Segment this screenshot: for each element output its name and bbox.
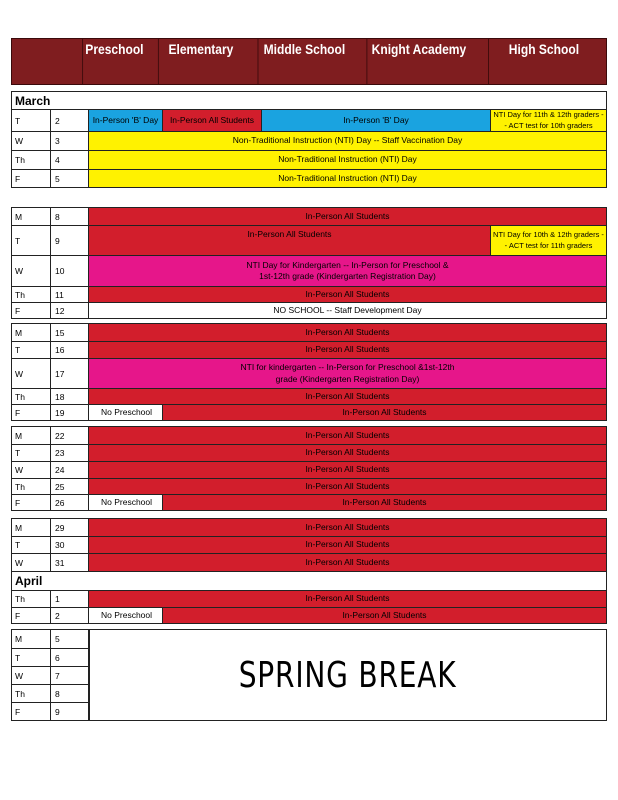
date-cell: 31 [51,554,89,571]
schedule-row [12,358,606,388]
date-cell: 2 [51,110,89,131]
day-cell: F [12,703,51,720]
spring-break-label: SPRING BREAK [239,654,457,696]
event-cell: In-Person All Students [89,519,606,536]
day-cell: Th [12,479,51,494]
event-cell: NO SCHOOL -- Staff Development Day [89,303,606,318]
event-cell: In-Person All Students [89,479,606,494]
header-col-middle-school: Middle School [258,39,351,84]
date-cell: 25 [51,479,89,494]
day-cell: M [12,630,51,648]
schedule-row [12,404,606,420]
date-cell: 23 [51,445,89,461]
date-cell: 22 [51,427,89,444]
day-cell: M [12,324,51,341]
schedule-row [12,553,606,571]
schedule-row [12,286,606,302]
header-col-blank [17,39,73,84]
day-cell: W [12,359,51,388]
event-cell: Non-Traditional Instruction (NTI) Day -- Staff Vaccination Day [89,132,606,150]
schedule-row [12,255,606,286]
day-cell: W [12,132,51,150]
date-cell: 19 [51,405,89,420]
event-cell: In-Person All Students [89,389,606,404]
schedule-row [12,478,606,494]
schedule-row [12,427,606,444]
date-cell: 9 [51,226,89,255]
header-bar [11,38,607,85]
event-cell: In-Person All Students [89,226,491,255]
schedule-row [12,607,606,623]
schedule-row [12,388,606,404]
day-cell: M [12,427,51,444]
schedule-row [12,324,606,341]
date-cell: 4 [51,151,89,169]
date-cell: 24 [51,462,89,478]
month-label: April [15,574,43,588]
date-cell: 12 [51,303,89,318]
header-col-high-school: High School [488,39,599,84]
spring-break-cell [89,630,606,720]
schedule-row [12,341,606,358]
date-cell: 9 [51,703,89,720]
month-row-march [12,92,606,109]
event-cell: In-Person All Students [89,537,606,553]
event-cell-preschool: No Preschool [89,608,163,623]
week-group-4 [11,426,607,511]
week-group-6 [11,629,607,721]
date-cell: 11 [51,287,89,302]
event-cell: In-Person All Students [89,591,606,607]
date-cell: 1 [51,591,89,607]
day-cell: F [12,495,51,510]
day-cell: Th [12,685,51,702]
schedule-row [12,702,89,720]
event-cell-preschool: In-Person 'B' Day [89,110,163,131]
day-cell: F [12,303,51,318]
week-group-5 [11,518,607,624]
week-group-3 [11,323,607,421]
event-cell: In-Person All Students [89,324,606,341]
event-cell: In-Person All Students [89,208,606,225]
event-cell-middle-knight: In-Person 'B' Day [262,110,491,131]
schedule-row [12,131,606,150]
day-cell: Th [12,151,51,169]
event-cell: In-Person All Students [163,495,606,510]
day-cell: Th [12,591,51,607]
date-cell: 2 [51,608,89,623]
day-cell: W [12,667,51,684]
schedule-row [12,150,606,169]
event-cell: In-Person All Students [89,287,606,302]
event-cell: In-Person All Students [89,554,606,571]
date-cell: 10 [51,256,89,286]
day-cell: T [12,342,51,358]
schedule-row [12,461,606,478]
day-cell: T [12,537,51,553]
event-cell-preschool: No Preschool [89,495,163,510]
date-cell: 18 [51,389,89,404]
event-cell: In-Person All Students [89,342,606,358]
event-cell: In-Person All Students [163,608,606,623]
date-cell: 16 [51,342,89,358]
schedule-row [12,630,89,648]
header-col-knight-academy: Knight Academy [366,39,470,84]
event-cell: In-Person All Students [163,405,606,420]
schedule-row [12,169,606,187]
day-cell: Th [12,287,51,302]
schedule-row [12,684,89,702]
date-cell: 26 [51,495,89,510]
schedule-row [12,666,89,684]
schedule-row [12,536,606,553]
date-cell: 3 [51,132,89,150]
day-cell: M [12,519,51,536]
schedule-row [12,208,606,225]
event-cell-high-school: NTI Day for 10th & 12th graders -- ACT test for 11th graders [491,226,606,255]
event-cell: Non-Traditional Instruction (NTI) Day [89,151,606,169]
date-cell: 8 [51,208,89,225]
day-cell: M [12,208,51,225]
day-cell: F [12,405,51,420]
event-cell: NTI for kindergarten -- In-Person for Preschool &1st-12th grade (Kindergarten Registration Day) [89,359,606,388]
day-cell: T [12,649,51,666]
header-col-preschool: Preschool [82,39,146,84]
schedule-row [12,648,89,666]
date-cell: 8 [51,685,89,702]
day-cell: W [12,462,51,478]
schedule-row [12,519,606,536]
header-col-elementary: Elementary [158,39,243,84]
date-cell: 15 [51,324,89,341]
event-cell: Non-Traditional Instruction (NTI) Day [89,170,606,187]
day-cell: T [12,445,51,461]
event-cell: In-Person All Students [89,462,606,478]
date-cell: 5 [51,170,89,187]
schedule-row [12,225,606,255]
day-cell: T [12,226,51,255]
month-label: March [15,93,51,108]
week-group-1 [11,91,607,188]
date-cell: 30 [51,537,89,553]
date-cell: 29 [51,519,89,536]
date-cell: 6 [51,649,89,666]
event-cell-elementary: In-Person All Students [163,110,262,131]
event-cell: In-Person All Students [89,445,606,461]
day-cell: W [12,554,51,571]
month-row-april [12,571,606,590]
day-cell: W [12,256,51,286]
schedule-row [12,109,606,131]
schedule-row [12,590,606,607]
event-cell-preschool: No Preschool [89,405,163,420]
schedule-row [12,494,606,510]
schedule-row [12,302,606,318]
schedule-row [12,444,606,461]
week-group-2 [11,207,607,319]
day-cell: Th [12,389,51,404]
event-cell: NTI Day for Kindergarten -- In-Person for Preschool & 1st-12th grade (Kindergarten Registration Day) [89,256,606,286]
date-cell: 5 [51,630,89,648]
event-cell: In-Person All Students [89,427,606,444]
event-cell-high-school: NTI Day for 11th & 12th graders -- ACT test for 10th graders [491,110,606,131]
date-cell: 17 [51,359,89,388]
day-cell: F [12,608,51,623]
day-cell: T [12,110,51,131]
date-cell: 7 [51,667,89,684]
day-cell: F [12,170,51,187]
